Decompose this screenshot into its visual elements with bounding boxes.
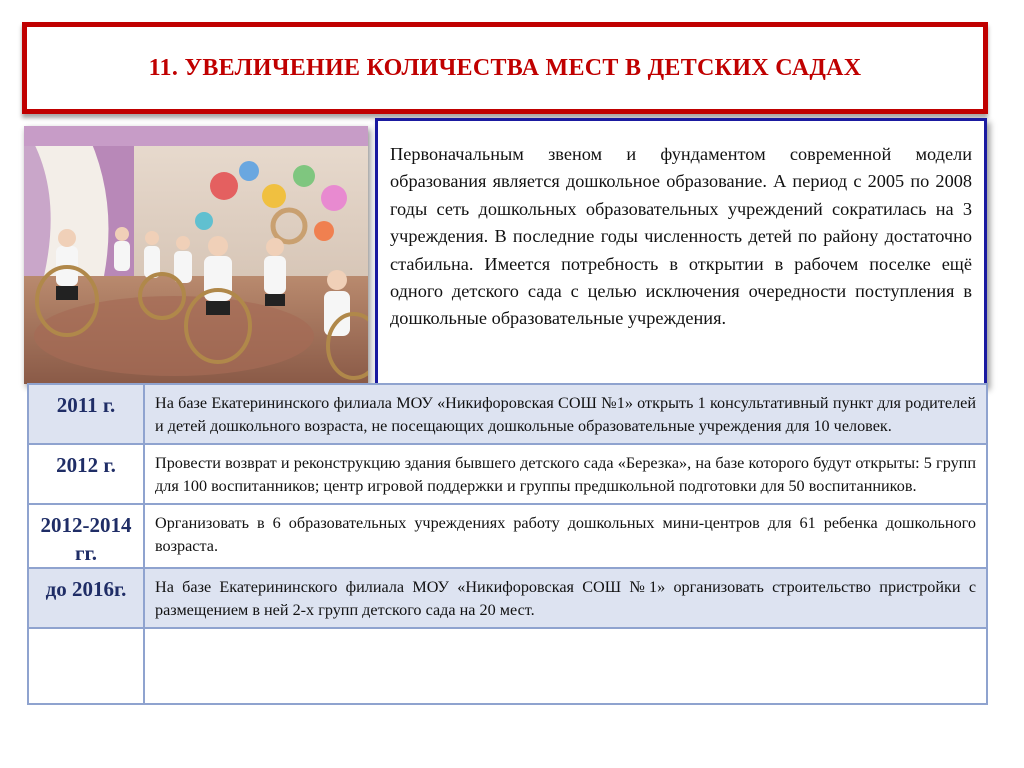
- year-cell: 2011 г.: [28, 384, 144, 444]
- table-row: [28, 568, 987, 628]
- intro-text-box: [375, 118, 987, 386]
- year-cell: 2012 г.: [28, 444, 144, 504]
- year-cell: 2012-2014 гг.: [28, 504, 144, 568]
- description-cell: На базе Екатерининского филиала МОУ «Никифоровская СОШ №1» организовать строительство пристройки с размещением в ней 2-х групп детского сада на 20 мест.: [144, 568, 987, 628]
- year-cell: до 2016г.: [28, 568, 144, 628]
- title-banner: [22, 22, 988, 114]
- photo-image: [24, 126, 368, 384]
- empty-cell: [28, 628, 144, 704]
- table-row: [28, 504, 987, 568]
- table-row: [28, 444, 987, 504]
- table-row: [28, 384, 987, 444]
- plan-table: [27, 383, 988, 705]
- description-cell: На базе Екатерининского филиала МОУ «Никифоровская СОШ №1» открыть 1 консультативный пункт для родителей и детей дошкольного возраста, не посещающих дошкольные образовательные учреждения для 10 человек.: [144, 384, 987, 444]
- description-cell: Организовать в 6 образовательных учреждениях работу дошкольных мини-центров для 61 ребенка дошкольного возраста.: [144, 504, 987, 568]
- slide-title: 11. УВЕЛИЧЕНИЕ КОЛИЧЕСТВА МЕСТ В ДЕТСКИХ САДАХ: [148, 54, 862, 81]
- description-cell: Провести возврат и реконструкцию здания бывшего детского сада «Березка», на базе которого будут открыты: 5 групп для 100 воспитанников; центр игровой поддержки и группы предшкольной подготовки для 50 воспитанников.: [144, 444, 987, 504]
- empty-table-row: [28, 628, 987, 704]
- intro-paragraph: Первоначальным звеном и фундаментом современной модели образования является дошкольное образование. А период с 2005 по 2008 годы сеть дошкольных образовательных учреждений сократилась на 3 учреждения. В последние годы численность детей по району достаточно стабильна. Имеется потребность в открытии в рабочем поселке ещё одного детского сада с целью исключения очередности поступления в дошкольные образовательные учреждения.: [390, 144, 972, 329]
- empty-cell: [144, 628, 987, 704]
- kindergarten-photo: [24, 126, 368, 384]
